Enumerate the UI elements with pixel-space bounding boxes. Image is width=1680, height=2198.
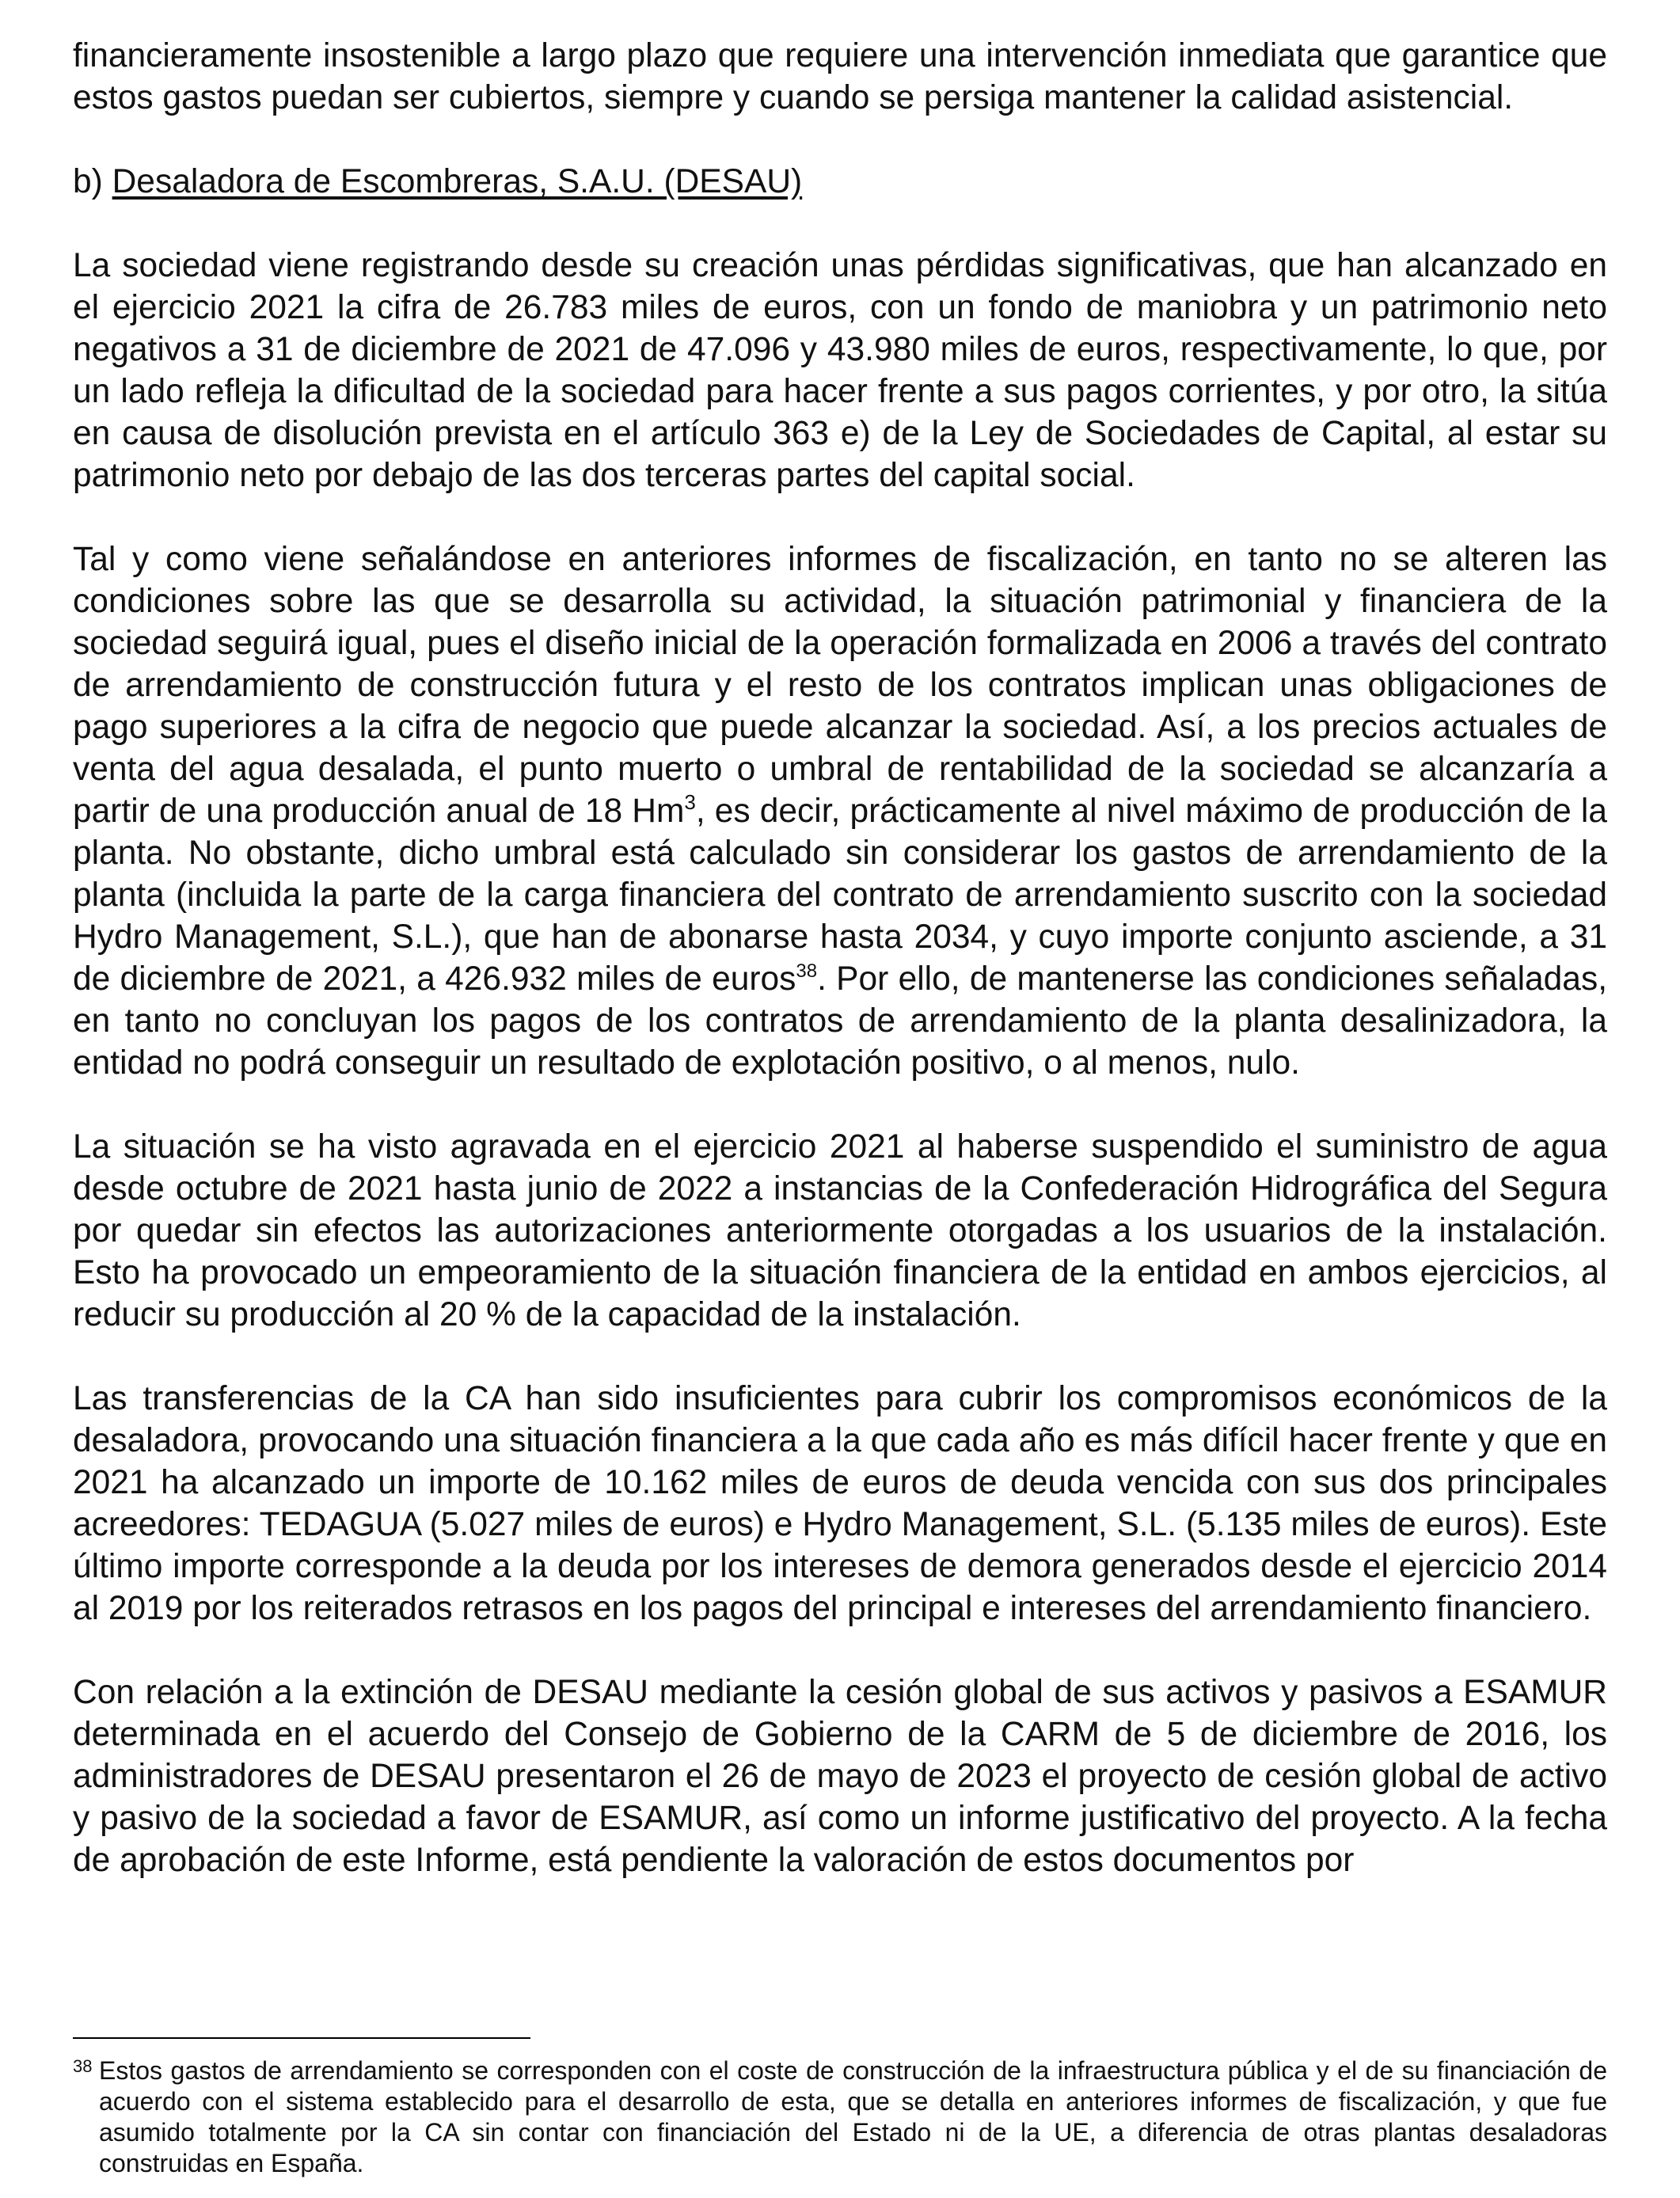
paragraph-threshold-part-a: Tal y como viene señalándose en anteriores informes de fiscalización, en tanto no se alteren las condiciones sobre las que se desarrolla su actividad, la situación patrimonial y financiera de la sociedad seguirá igual, pues el diseño inicial de la operación formalizada en 2006 a través del contrato de arrendamiento de construcción futura y el resto de los contratos implican unas obligaciones de pago superiores a la cifra de negocio que puede alcanzar la sociedad. Así, a los precios actuales de venta del agua desalada, el punto muerto o umbral de rentabilidad de la sociedad se alcanzaría a partir de una producción anual de 18 Hm — [73, 541, 1607, 830]
footnote-number: 38 — [73, 2056, 93, 2076]
paragraph-threshold-part-c: . Por ello, de mantenerse las condiciones señaladas, en tanto no concluyan los pagos de los contratos de arrendamiento de la planta desalinizadora, la entidad no podrá conseguir un resultado de explotación positivo, o al menos, nulo. — [73, 960, 1608, 1082]
footnote — [73, 2055, 1607, 2179]
paragraph-extinction: Con relación a la extinción de DESAU mediante la cesión global de sus activos y pasivos a ESAMUR determinada en el acuerdo del Consejo de Gobierno de la CARM de 5 de diciembre de 2016, los administradores de DESAU presentaron el 26 de mayo de 2023 el proyecto de cesión global de activo y pasivo de la sociedad a favor de ESAMUR, así como un informe justificativo del proyecto. A la fecha de aprobación de este Informe, está pendiente la valoración de estos documentos por — [73, 1674, 1607, 1879]
section-heading — [73, 161, 1607, 203]
document-body — [73, 35, 1607, 1923]
footnote-text: Estos gastos de arrendamiento se corresponden con el coste de construcción de la infraestructura pública y el de su financiación de acuerdo con el sistema establecido para el desarrollo de esta, que se detalla en anteriores informes de fiscalización, y que fue asumido totalmente por la CA sin contar con financiación del Estado ni de la UE, a diferencia de otras plantas desaladoras construidas en España. — [99, 2056, 1607, 2177]
footnote-separator — [73, 2037, 530, 2039]
paragraph-transfers: Las transferencias de la CA han sido insuficientes para cubrir los compromisos económicos de la desaladora, provocando una situación financiera a la que cada año es más difícil hacer frente y que en 2021 ha alcanzado un importe de 10.162 miles de euros de deuda vencida con sus dos principales acreedores: TEDAGUA (5.027 miles de euros) e Hydro Management, S.L. (5.135 miles de euros). Este último importe corresponde a la deuda por los intereses de demora generados desde el ejercicio 2014 al 2019 por los reiterados retrasos en los pagos del principal e intereses del arrendamiento financiero. — [73, 1380, 1607, 1627]
paragraph-losses: La sociedad viene registrando desde su creación unas pérdidas significativas, que han alcanzado en el ejercicio 2021 la cifra de 26.783 miles de euros, con un fondo de maniobra y un patrimonio neto negativos a 31 de diciembre de 2021 de 47.096 y 43.980 miles de euros, respectivamente, lo que, por un lado refleja la dificultad de la sociedad para hacer frente a sus pagos corrientes, y por otro, la sitúa en causa de disolución prevista en el artículo 363 e) de la Ley de Sociedades de Capital, al estar su patrimonio neto por debajo de las dos terceras partes del capital social. — [73, 247, 1607, 494]
paragraph-threshold-part-b: , es decir, prácticamente al nivel máximo de producción de la planta. No obstante, dicho umbral está calculado sin considerar los gastos de arrendamiento de la planta (incluida la parte de la carga financiera del contrato de arrendamiento suscrito con la sociedad Hydro Management, S.L.), que han de abonarse hasta 2034, y cuyo importe conjunto asciende, a 31 de diciembre de 2021, a 426.932 miles de euros — [73, 793, 1607, 998]
paragraph-threshold — [73, 538, 1607, 1084]
paragraph-intro: financieramente insostenible a largo plazo que requiere una intervención inmediata que garantice que estos gastos puedan ser cubiertos, siempre y cuando se persiga mantener la calidad asistencial. — [73, 37, 1607, 116]
section-heading-title: Desaladora de Escombreras, S.A.U. (DESAU) — [112, 163, 803, 200]
cubic-superscript: 3 — [684, 790, 696, 814]
section-heading-prefix: b) — [73, 163, 112, 200]
paragraph-suspension: La situación se ha visto agravada en el ejercicio 2021 al haberse suspendido el suministro de agua desde octubre de 2021 hasta junio de 2022 a instancias de la Confederación Hidrográfica del Segura por quedar sin efectos las autorizaciones anteriormente otorgadas a los usuarios de la instalación. Esto ha provocado un empeoramiento de la situación financiera de la entidad en ambos ejercicios, al reducir su producción al 20 % de la capacidad de la instalación. — [73, 1128, 1607, 1333]
footnote-reference[interactable]: 38 — [796, 960, 818, 982]
